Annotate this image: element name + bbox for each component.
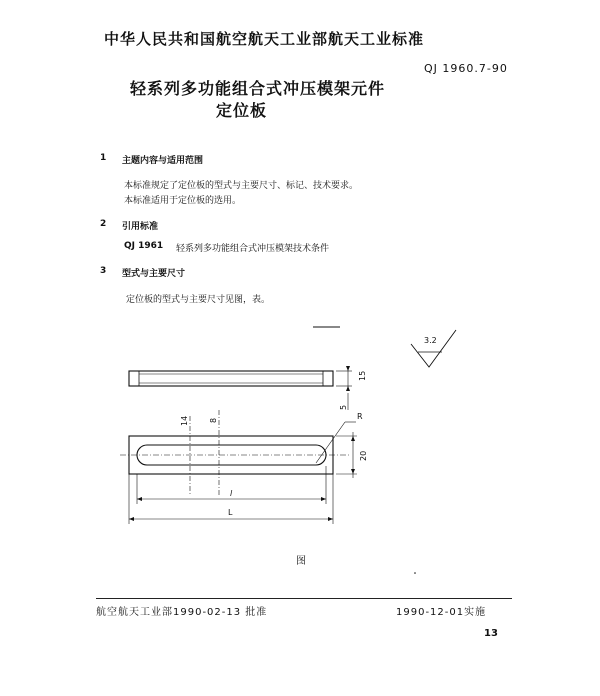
document-title-line-1: 轻系列多功能组合式冲压模架元件 — [130, 79, 386, 98]
section-2-title: 引用标准 — [122, 222, 159, 232]
dim-8-value: 8 — [209, 417, 218, 423]
reference-title: 轻系列多功能组合式冲压模架技术条件 — [176, 244, 330, 254]
dim-14-value: 14 — [180, 415, 189, 426]
side-view-right-end — [323, 371, 333, 386]
thickness-value: 15 — [358, 370, 367, 381]
section-3-paragraph: 定位板的型式与主要尺寸见图，表。 — [126, 295, 271, 305]
offset-value: 5 — [339, 404, 348, 410]
section-1-number: 1 — [100, 153, 107, 163]
issuing-organization: 中华人民共和国航空航天工业部航天工业标准 — [104, 30, 425, 48]
page-number: 13 — [484, 628, 498, 639]
length-L-label: L — [228, 508, 233, 517]
section-2-number: 2 — [100, 219, 107, 229]
document-title-line-2: 定位板 — [216, 101, 268, 120]
roughness-value: 3.2 — [424, 336, 437, 345]
section-3-title: 型式与主要尺寸 — [122, 269, 186, 279]
section-1-paragraph-1: 本标准规定了定位板的型式与主要尺寸、标记、技术要求。 — [124, 181, 359, 191]
figure-caption: 图 — [296, 556, 306, 567]
approval-date: 航空航天工业部1990-02-13 批准 — [96, 607, 268, 618]
side-view-outline — [129, 371, 333, 386]
radius-leader — [316, 422, 345, 463]
reference-code: QJ 1961 — [124, 241, 164, 251]
side-view-left-end — [129, 371, 139, 386]
radius-label: R — [357, 412, 363, 421]
footer-rule — [96, 598, 512, 599]
section-3-number: 3 — [100, 266, 107, 276]
length-l-label: l — [230, 489, 233, 498]
width-value: 20 — [359, 450, 368, 461]
implementation-date: 1990-12-01实施 — [396, 607, 487, 618]
standard-number: QJ 1960.7-90 — [424, 62, 508, 75]
section-1-title: 主题内容与适用范围 — [122, 156, 204, 166]
section-1-paragraph-2: 本标准适用于定位板的选用。 — [124, 196, 242, 206]
